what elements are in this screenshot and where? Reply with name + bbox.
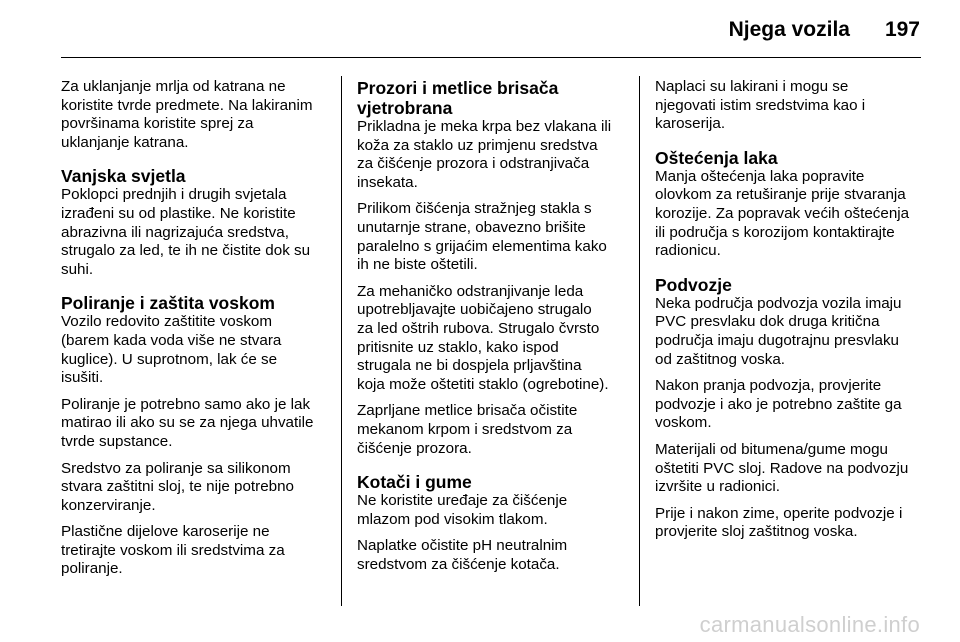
section-heading: Vanjska svjetla — [61, 166, 186, 187]
paragraph: Prije i nakon zime, operite podvozje i provjerite sloj zaštitnog voska. — [655, 504, 903, 541]
column-divider-2 — [639, 76, 640, 606]
text-column-3 — [655, 78, 930, 550]
paragraph: Manja oštećenja laka popravite olovkom za retuširanje prije stvaranja korozije. Za popravak većih oštećenja ili područja s korozijom kontaktirajte radionicu. — [655, 167, 910, 260]
section-heading: Prozori i metlice brisača vjetrobrana — [357, 78, 559, 118]
paragraph: Vozilo redovito zaštitite voskom (barem kada voda više ne stvara kuglice). U suprotnom, lak će se isušiti. — [61, 313, 282, 387]
section-heading: Kotači i gume — [357, 472, 472, 493]
paragraph: Nakon pranja podvozja, provjerite podvozje i ako je potrebno zaštite ga voskom. — [655, 377, 902, 432]
header-rule — [61, 57, 921, 58]
paragraph: Prilikom čišćenja stražnjeg stakla s unutarnje strane, obavezno brišite paralelno s grijaćim elementima kako ih ne biste oštetili. — [357, 200, 607, 274]
paragraph: Za mehaničko odstranjivanje leda upotrebljavajte uobičajeno strugalo za led oštrih rubova. Strugalo čvrsto pritisnite uz staklo, kako ispod strugala ne bi dospjela prljavština koja može oštetiti staklo (ogrebotine). — [357, 282, 609, 393]
paragraph: Materijali od bitumena/gume mogu oštetiti PVC sloj. Radove na podvozju izvršite u radionici. — [655, 440, 909, 496]
paragraph: Ne koristite uređaje za čišćenje mlazom pod visokim tlakom. — [357, 492, 568, 528]
paragraph: Zaprljane metlice brisača očistite mekanom krpom i sredstvom za čišćenje prozora. — [357, 402, 578, 457]
page-header — [0, 18, 960, 48]
section-heading: Podvozje — [655, 274, 732, 295]
paragraph: Plastične dijelove karoserije ne tretirajte voskom ili sredstvima za poliranje. — [61, 523, 285, 578]
paragraph: Neka područja podvozja vozila imaju PVC presvlaku dok druga kritična područja imaju dugotrajnu presvlaku od zaštitnog voska. — [655, 294, 902, 368]
text-column-1 — [61, 78, 331, 587]
section-title: Njega vozila — [728, 18, 850, 41]
section-heading: Oštećenja laka — [655, 147, 778, 168]
column-divider-1 — [341, 76, 342, 606]
paragraph: Naplatke očistite pH neutralnim sredstvom za čišćenje kotača. — [357, 537, 568, 573]
paragraph: Poliranje je potrebno samo ako je lak matirao ili ako su se za njega uhvatile tvrde supstance. — [61, 395, 314, 450]
watermark: carmanualsonline.info — [699, 612, 920, 637]
paragraph: Prikladna je meka krpa bez vlakana ili koža za staklo uz primjenu sredstva za čišćenje prozora i odstranjivača insekata. — [357, 118, 612, 191]
paragraph: Poklopci prednjih i drugih svjetala izrađeni su od plastike. Ne koristite abrazivna ili nagrizajuća sredstva, strugalo za led, te ih ne čistite dok su suhi. — [61, 186, 311, 278]
paragraph: Naplaci su lakirani i mogu se njegovati istim sredstvima kao i karoserija. — [655, 78, 866, 133]
paragraph: Za uklanjanje mrlja od katrana ne koristite tvrde predmete. Na lakiranim površinama koristite sprej za uklanjanje katrana. — [61, 78, 313, 151]
page-number: 197 — [884, 18, 920, 41]
text-column-2 — [357, 78, 632, 582]
section-heading: Poliranje i zaštita voskom — [61, 293, 275, 314]
paragraph: Sredstvo za poliranje sa silikonom stvara zaštitni sloj, te nije potrebno konzerviranje. — [61, 459, 294, 514]
